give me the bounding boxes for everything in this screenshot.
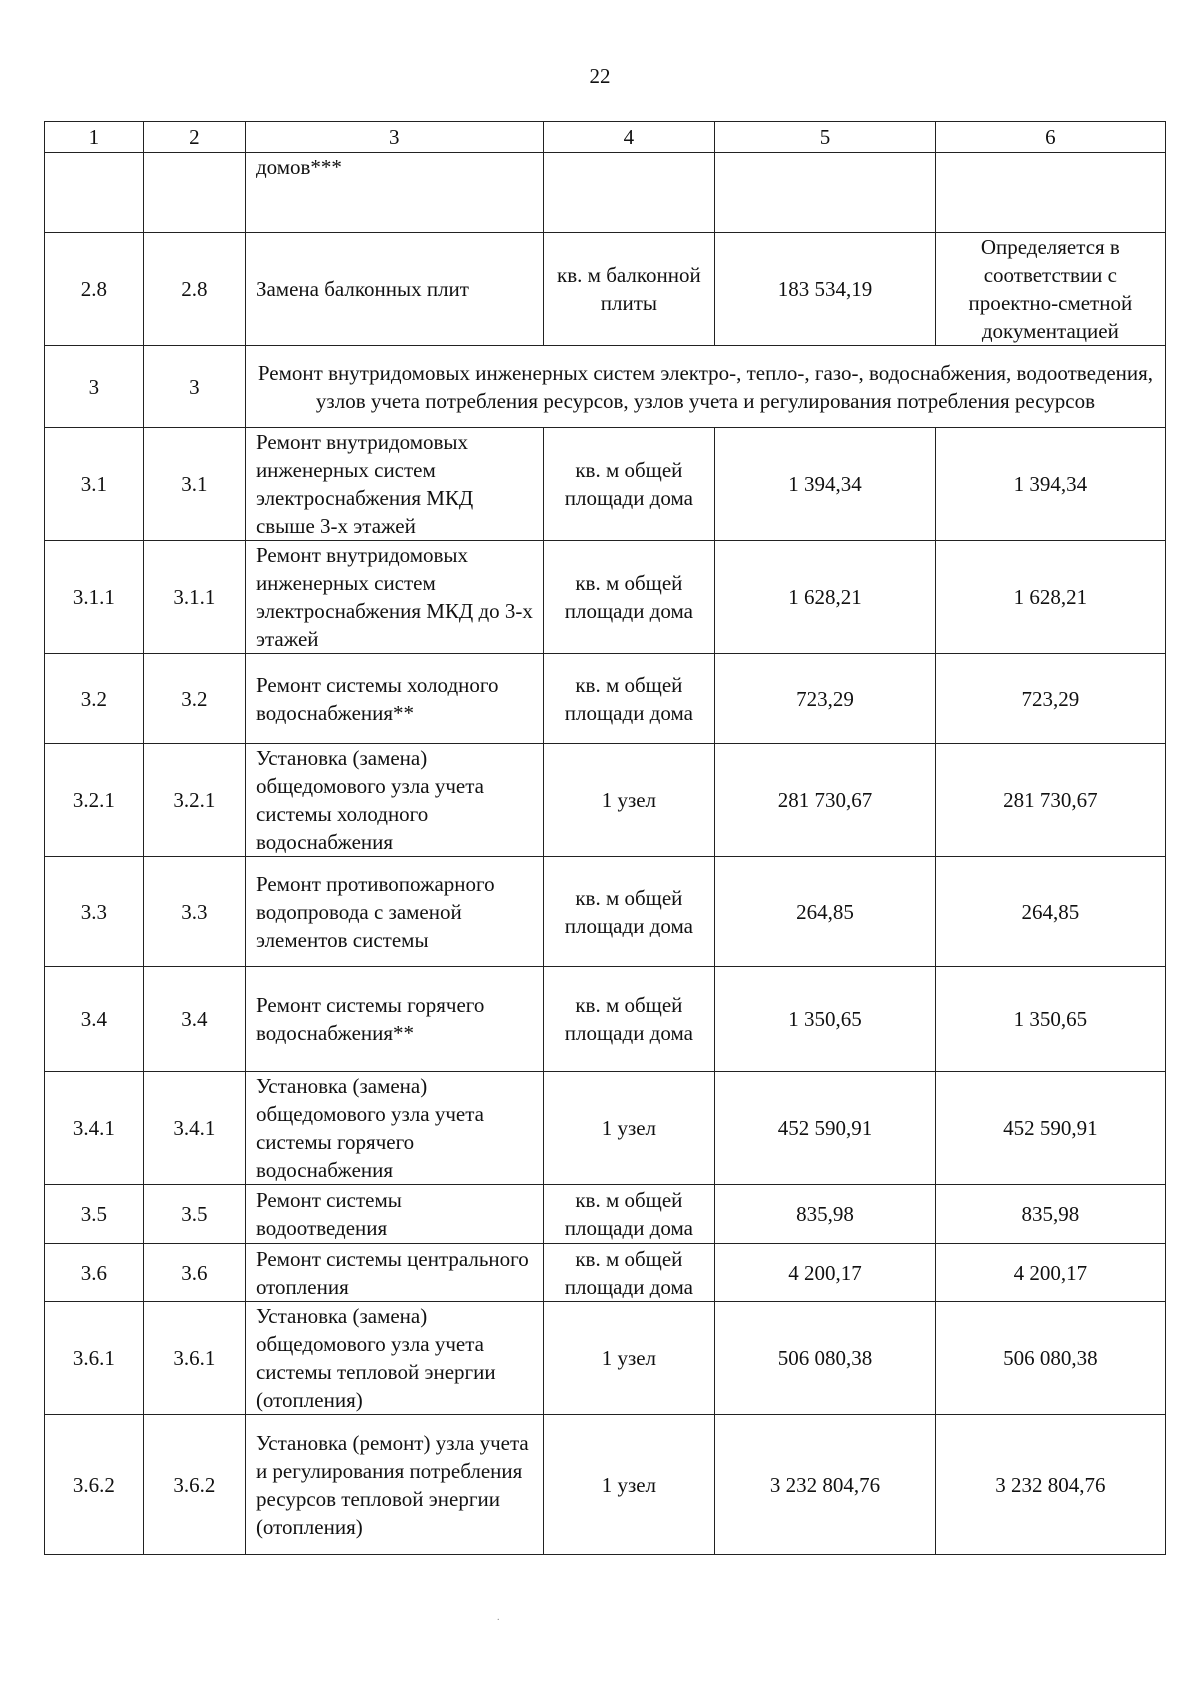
cell-unit <box>543 153 715 233</box>
cell-work-type: Ремонт системы водоотведения <box>245 1185 543 1244</box>
cell-unit: кв. м общей площади дома <box>543 857 715 967</box>
cell-number: 3.6 <box>45 1244 144 1302</box>
cell-unit: кв. м общей площади дома <box>543 541 715 654</box>
cell-cost: 1 628,21 <box>715 541 936 654</box>
column-header: 5 <box>715 122 936 153</box>
cell-number: 3.3 <box>45 857 144 967</box>
table-row <box>45 857 1166 967</box>
cell-work-type: Замена балконных плит <box>245 233 543 346</box>
cell-number <box>45 153 144 233</box>
cell-cost <box>715 153 936 233</box>
cell-unit: кв. м общей площади дома <box>543 654 715 744</box>
cell-max-cost: 835,98 <box>935 1185 1165 1244</box>
cell-number: 3.2 <box>45 654 144 744</box>
cell-max-cost <box>935 153 1165 233</box>
cell-section-title: Ремонт внутридомовых инженерных систем электро-, тепло-, газо-, водоснабжения, водоотведения, узлов учета потребления ресурсов, узлов учета и регулирования потребления ресурсов <box>245 346 1165 428</box>
table-row <box>45 1302 1166 1415</box>
cell-cost: 183 534,19 <box>715 233 936 346</box>
cell-max-cost: 506 080,38 <box>935 1302 1165 1415</box>
cell-work-type: Установка (замена) общедомового узла учета системы холодного водоснабжения <box>245 744 543 857</box>
cell-max-cost: 281 730,67 <box>935 744 1165 857</box>
cell-number: 3.4.1 <box>143 1072 245 1185</box>
cell-number: 3.5 <box>143 1185 245 1244</box>
table-row-continuation <box>45 153 1166 233</box>
cell-number: 3.6.1 <box>45 1302 144 1415</box>
cell-unit: 1 узел <box>543 1072 715 1185</box>
table-row <box>45 967 1166 1072</box>
cell-number: 2.8 <box>45 233 144 346</box>
cell-number: 3.4 <box>143 967 245 1072</box>
cell-number: 3.1.1 <box>45 541 144 654</box>
page-number: 22 <box>589 64 611 88</box>
cell-work-type: Установка (замена) общедомового узла учета системы горячего водоснабжения <box>245 1072 543 1185</box>
table-section-row <box>45 346 1166 428</box>
cell-number: 3.1.1 <box>143 541 245 654</box>
cell-work-type: Установка (ремонт) узла учета и регулирования потребления ресурсов тепловой энергии (отопления) <box>245 1415 543 1555</box>
cell-number: 3.1 <box>143 428 245 541</box>
cell-max-cost: 1 628,21 <box>935 541 1165 654</box>
table-row <box>45 233 1166 346</box>
cell-unit: кв. м общей площади дома <box>543 1185 715 1244</box>
table-row <box>45 654 1166 744</box>
cell-work-type: Ремонт системы холодного водоснабжения** <box>245 654 543 744</box>
cell-number: 3.3 <box>143 857 245 967</box>
cell-max-cost: 264,85 <box>935 857 1165 967</box>
cell-unit: 1 узел <box>543 744 715 857</box>
cell-number: 3.4 <box>45 967 144 1072</box>
cell-work-type: Ремонт противопожарного водопровода с заменой элементов системы <box>245 857 543 967</box>
table-header-row <box>45 122 1166 153</box>
cell-number: 3.2 <box>143 654 245 744</box>
cell-unit: кв. м общей площади дома <box>543 428 715 541</box>
cell-max-cost: 1 394,34 <box>935 428 1165 541</box>
cell-work-type: Ремонт системы горячего водоснабжения** <box>245 967 543 1072</box>
cell-cost: 835,98 <box>715 1185 936 1244</box>
scan-mark: . <box>497 1612 500 1623</box>
table-row <box>45 1072 1166 1185</box>
cell-number: 3.5 <box>45 1185 144 1244</box>
cell-number: 3.2.1 <box>143 744 245 857</box>
cell-number: 3.6.2 <box>143 1415 245 1555</box>
cell-work-type: Ремонт внутридомовых инженерных систем электроснабжения МКД свыше 3-х этажей <box>245 428 543 541</box>
cell-cost: 4 200,17 <box>715 1244 936 1302</box>
cell-unit: кв. м общей площади дома <box>543 1244 715 1302</box>
cell-number: 3.6.2 <box>45 1415 144 1555</box>
table-row <box>45 744 1166 857</box>
cell-cost: 3 232 804,76 <box>715 1415 936 1555</box>
cell-max-cost: 3 232 804,76 <box>935 1415 1165 1555</box>
column-header: 6 <box>935 122 1165 153</box>
cell-max-cost: 1 350,65 <box>935 967 1165 1072</box>
cell-unit: кв. м балконной плиты <box>543 233 715 346</box>
column-header: 2 <box>143 122 245 153</box>
cell-number: 3.2.1 <box>45 744 144 857</box>
cell-number: 3.1 <box>45 428 144 541</box>
cell-number: 3 <box>143 346 245 428</box>
cell-work-type: Ремонт внутридомовых инженерных систем электроснабжения МКД до 3-х этажей <box>245 541 543 654</box>
table-row <box>45 1185 1166 1244</box>
cell-number: 2.8 <box>143 233 245 346</box>
cell-max-cost: 723,29 <box>935 654 1165 744</box>
column-header: 3 <box>245 122 543 153</box>
cell-cost: 506 080,38 <box>715 1302 936 1415</box>
cell-cost: 1 350,65 <box>715 967 936 1072</box>
cell-max-cost: 4 200,17 <box>935 1244 1165 1302</box>
cell-work-type: Ремонт системы центрального отопления <box>245 1244 543 1302</box>
cell-work-type: Установка (замена) общедомового узла учета системы тепловой энергии (отопления) <box>245 1302 543 1415</box>
cell-cost: 1 394,34 <box>715 428 936 541</box>
cell-number: 3 <box>45 346 144 428</box>
column-header: 1 <box>45 122 144 153</box>
cell-unit: 1 узел <box>543 1302 715 1415</box>
cell-number <box>143 153 245 233</box>
cell-max-cost: 452 590,91 <box>935 1072 1165 1185</box>
cell-unit: кв. м общей площади дома <box>543 967 715 1072</box>
column-header: 4 <box>543 122 715 153</box>
cell-cost: 723,29 <box>715 654 936 744</box>
cell-number: 3.4.1 <box>45 1072 144 1185</box>
table-row <box>45 1244 1166 1302</box>
cell-unit: 1 узел <box>543 1415 715 1555</box>
table-row <box>45 1415 1166 1555</box>
cell-number: 3.6.1 <box>143 1302 245 1415</box>
cell-cost: 281 730,67 <box>715 744 936 857</box>
table-row <box>45 428 1166 541</box>
cell-number: 3.6 <box>143 1244 245 1302</box>
data-table <box>44 121 1166 1555</box>
cell-cost: 264,85 <box>715 857 936 967</box>
cell-max-cost: Определяется в соответствии с проектно-сметной документацией <box>935 233 1165 346</box>
cell-work-type: домов*** <box>245 153 543 233</box>
table-row <box>45 541 1166 654</box>
cell-cost: 452 590,91 <box>715 1072 936 1185</box>
